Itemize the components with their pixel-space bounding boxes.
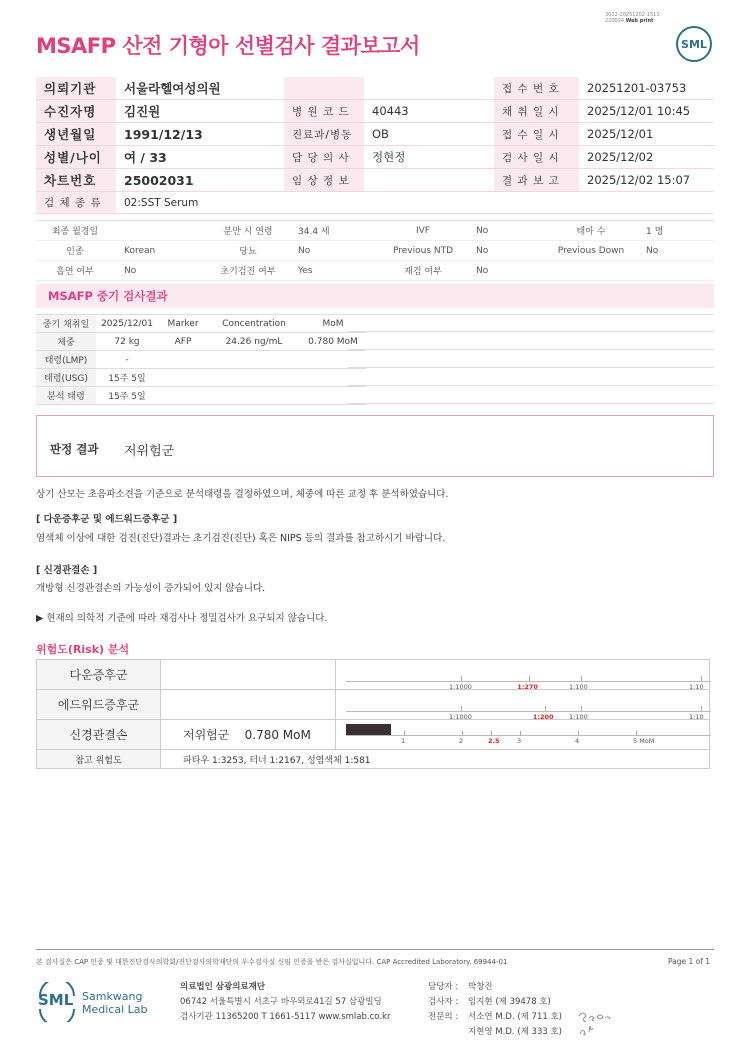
footer-address: 06742 서울특별시 서초구 바우뫼로41길 57 삼광빌딩 [180,997,382,1007]
screening-label [546,261,636,281]
quad-cell: 체중 [36,333,96,351]
info-label [284,77,364,100]
screening-row [36,221,714,241]
scale-tick-label: 1:100 [569,683,588,691]
risk-table [36,659,710,769]
judgement-label: 판정 결과 [50,442,99,456]
accreditation-note: 본 검사실은 CAP 인증 및 대한진단검사의학회/진단검사의학재단의 우수검사실 신임 인증을 받은 검사실입니다. CAP Accredited Laboratory. 69944-01 [36,958,508,966]
info-label: 차트번호 [36,169,116,192]
scale-tick-label: 1:1000 [449,713,472,721]
screening-label: Previous NTD [380,241,466,261]
quad-cell [158,369,208,387]
info-row [36,77,714,100]
footer-org-block [180,980,390,1025]
info-value: 여 / 33 [116,146,284,169]
info-value: OB [364,123,494,146]
page-number: Page 1 of 1 [668,957,711,966]
screening-label: 분만 시 연령 [208,221,288,241]
quad-cell: 분석 태령 [36,387,96,405]
ref-risk-label: 참고 위험도 [37,750,161,769]
risk-value-down [161,660,336,690]
info-label: 의뢰기관 [36,77,116,100]
staff-line [428,995,562,1010]
quad-cell: Concentration [208,315,300,333]
screening-label: 당뇨 [208,241,288,261]
info-row-specimen [36,192,714,214]
info-value: 40443 [364,100,494,123]
scale-tick-label: 1:270 [517,683,538,691]
quad-cell: AFP [158,333,208,351]
ref-risk-value: 파타우 1:3253, 터너 1:2167, 성염색체 1:581 [161,750,710,769]
scale-tick [636,731,637,736]
screening-value: No [466,221,546,241]
info-value: 25002031 [116,169,284,192]
footer-staff [428,980,562,1040]
screening-value: Yes [288,261,380,281]
quad-cell [208,387,300,405]
staff-name: 임지현 (제 39478 호) [468,997,551,1007]
risk-scale-edwards [336,690,710,720]
scale-tick-label: 5 MoM [633,737,655,745]
screening-row [36,261,714,281]
info-label: 접 수 번 호 [494,77,579,100]
info-value: 1991/12/13 [116,123,284,146]
web-print-id: 3022-20251202-1515 [605,12,660,18]
screening-label: 초기검진 여부 [208,261,288,281]
scale-tick-label: 4 [575,737,580,745]
staff-name: 박창진 [468,982,493,992]
quad-cell: 태령(LMP) [36,351,96,369]
quad-section-header: MSAFP 중기 검사결과 [36,284,714,308]
scale-tick-label: 1:1000 [449,683,472,691]
screening-label: 재검 여부 [380,261,466,281]
scale-line [346,681,711,682]
web-print-code: 220024 [605,18,625,24]
scale-tick [701,676,702,681]
scale-tick-label: 1:100 [569,713,588,721]
scale-tick-label: 2 [459,737,464,745]
specimen-label: 검 체 종 류 [36,192,116,214]
scale-tick [491,731,492,736]
scale-tick [404,731,405,736]
ntd-mom-text: 0.780 MoM [244,728,311,742]
screening-label: IVF [380,221,466,241]
footer-org: 의료법인 삼광의료재단 [180,982,266,992]
scale-tick [578,731,579,736]
quad-cell [208,351,300,369]
web-print-label: Web print [625,18,654,24]
screening-value: 1 명 [636,221,714,241]
sml-logo: SML [676,26,712,62]
info-value [364,77,494,100]
scale-tick-label: 3 [517,737,522,745]
staff-line [428,1025,562,1040]
comment-analysis: 상기 산모는 초음파소견을 기준으로 분석태령을 결정하였으며, 체중에 따른 교정 후 분석하였습니다. [36,489,449,500]
info-label: 결 과 보 고 [494,169,579,192]
comment-heading-down-edwards: [ 다운증후군 및 에드워드증후군 ] [36,514,178,525]
scale-tick-label: 1:10 [689,713,704,721]
quad-cell: 24.26 ng/mL [208,333,300,351]
scale-tick [520,731,521,736]
screening-value: No [466,261,546,281]
risk-scale-down [336,660,710,690]
info-value: 2025/12/02 15:07 [579,169,714,192]
info-value: 2025/12/01 10:45 [579,100,714,123]
quad-row [36,387,366,405]
staff-line [428,980,562,995]
quad-cell [158,387,208,405]
risk-label-edwards: 에드워드증후군 [37,690,161,720]
info-label: 진료과/병동 [284,123,364,146]
quad-row [36,369,366,387]
staff-role: 담당자 : [428,982,459,992]
risk-scale-ntd [336,720,710,750]
info-label: 채 취 일 시 [494,100,579,123]
comment-recommendation: ▶ 현재의 의학적 기준에 따라 재검사나 정밀검사가 요구되지 않습니다. [36,613,328,624]
risk-label-ntd: 신경관결손 [37,720,161,750]
footer-logo-text: SML [38,991,74,1009]
info-label: 생년월일 [36,123,116,146]
screening-value: Korean [114,241,208,261]
staff-role: 검사자 : [428,997,459,1007]
staff-role: 전문의 : [428,1012,459,1022]
info-label: 성별/나이 [36,146,116,169]
screening-label: Previous Down [546,241,636,261]
scale-tick [581,706,582,711]
info-label: 병 원 코 드 [284,100,364,123]
quad-row [36,315,366,333]
screening-label: 흡연 여부 [36,261,114,281]
screening-value: No [288,241,380,261]
scale-line [346,711,711,712]
quad-cell [158,351,208,369]
screening-value: No [466,241,546,261]
risk-value-ntd [161,720,336,750]
info-row [36,123,714,146]
info-label: 수진자명 [36,100,116,123]
screening-value: No [636,241,714,261]
scale-tick [462,731,463,736]
scale-tick [461,676,462,681]
quad-cell: 0.780 MoM [300,333,366,351]
mom-bar [346,724,391,735]
scale-tick [581,676,582,681]
quad-cell: 2025/12/01 [96,315,158,333]
risk-section-title: 위험도(Risk) 분석 [36,643,130,656]
web-print-stamp [605,12,660,24]
staff-name: 서소연 M.D. (제 711 호) [468,1012,563,1022]
footer-lab-name [82,990,148,1016]
ntd-risk-text: 저위험군 [183,728,230,742]
info-row [36,146,714,169]
scale-tick-label: 1:200 [532,713,554,721]
quad-cell: 중기 채취일 [36,315,96,333]
info-value: 정현정 [364,146,494,169]
info-value: 김진원 [116,100,284,123]
screening-value [636,261,714,281]
screening-label: 태아 수 [546,221,636,241]
scale-tick [461,706,462,711]
report-title: MSAFP 산전 기형아 선별검사 결과보고서 [36,34,420,58]
screening-value: No [114,261,208,281]
info-label: 임 상 정 보 [284,169,364,192]
info-value: 2025/12/01 [579,123,714,146]
quad-cell: 15주 5일 [96,387,158,405]
quad-row [36,333,366,351]
info-value: 서울라헬여성의원 [116,77,284,100]
footer-divider [36,949,714,950]
quad-row [36,351,366,369]
screening-value [114,221,208,241]
quad-cell: MoM [300,315,366,333]
screening-label: 인종 [36,241,114,261]
comment-ntd: 개방형 신경관결손의 가능성이 증가되어 있지 않습니다. [36,583,266,594]
scale-tick [545,706,546,711]
signature-icon [576,1008,616,1040]
scale-tick [701,706,702,711]
scale-line [346,735,711,736]
staff-line [428,1010,562,1025]
screening-label: 최종 월경일 [36,221,114,241]
screening-conditions-table [36,220,714,281]
info-row [36,169,714,192]
info-label: 접 수 일 시 [494,123,579,146]
footer-lab-name-2: Medical Lab [82,1003,148,1016]
risk-value-edwards [161,690,336,720]
quad-cell: - [96,351,158,369]
footer-contact: 검사기관 11365200 T 1661-5117 www.smlab.co.kr [180,1012,391,1022]
quad-result-table [36,314,366,405]
screening-row [36,241,714,261]
scale-tick-label: 2.5 [488,737,500,745]
footer-lab-name-1: Samkwang [82,990,143,1003]
info-label: 검 사 일 시 [494,146,579,169]
comment-heading-ntd: [ 신경관결손 ] [36,565,98,576]
patient-info-table [36,76,714,214]
quad-cell: Marker [158,315,208,333]
scale-tick-label: 1:10 [689,683,704,691]
info-label: 담 당 의 사 [284,146,364,169]
quad-cell: 태령(USG) [36,369,96,387]
screening-value: 34.4 세 [288,221,380,241]
quad-cell [208,369,300,387]
info-value [364,169,494,192]
quad-empty-grid [348,314,714,404]
scale-tick-label: 1 [401,737,406,745]
quad-cell: 72 kg [96,333,158,351]
judgement-value: 저위험군 [124,444,175,459]
comment-down-edwards: 염색체 이상에 대한 검진(진단)결과는 초기검진(진단) 혹은 NIPS 등의 결과를 참고하시기 바랍니다. [36,533,446,544]
specimen-value: 02:SST Serum [116,192,714,214]
info-value: 20251201-03753 [579,77,714,100]
quad-cell: 15주 5일 [96,369,158,387]
info-value: 2025/12/02 [579,146,714,169]
risk-label-down: 다운증후군 [37,660,161,690]
scale-tick [529,676,530,681]
info-row [36,100,714,123]
staff-name: 지현영 M.D. (제 333 호) [468,1027,563,1037]
